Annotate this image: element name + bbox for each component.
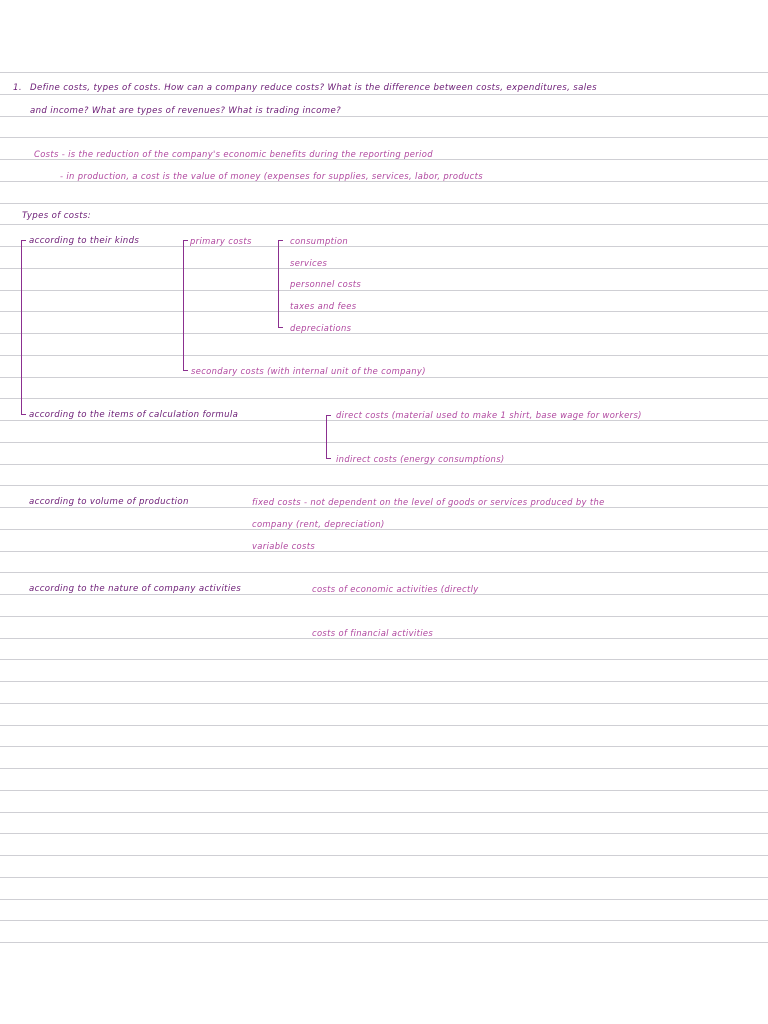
kinds-bracket-top-tick xyxy=(183,240,188,241)
primary-item: depreciations xyxy=(290,323,352,333)
indirect-costs: indirect costs (energy consumptions) xyxy=(336,454,505,464)
ruled-line xyxy=(0,616,768,617)
question-line-1: Define costs, types of costs. How can a company reduce costs? What is the difference between costs, expenditures, sales xyxy=(30,83,597,93)
ruled-line xyxy=(0,203,768,204)
ruled-line xyxy=(0,812,768,813)
formula-bracket-top-tick xyxy=(326,415,331,416)
main-bracket-top-tick xyxy=(21,240,26,241)
ruled-line xyxy=(0,659,768,660)
ruled-line xyxy=(0,920,768,921)
direct-costs: direct costs (material used to make 1 shirt, base wage for workers) xyxy=(336,410,642,420)
primary-items-bracket xyxy=(278,240,279,328)
fixed-costs-line-1: fixed costs - not dependent on the level of goods or services produced by the xyxy=(252,497,605,507)
primary-item: taxes and fees xyxy=(290,301,357,311)
financial-activities-costs: costs of financial activities xyxy=(312,628,434,638)
primary-items-bottom-tick xyxy=(278,327,283,328)
economic-activities-costs: costs of economic activities (directly xyxy=(312,584,479,594)
ruled-line xyxy=(0,703,768,704)
definition-line-2: - in production, a cost is the value of money (expenses for supplies, services, labor, products xyxy=(60,171,483,181)
formula-bracket-bottom-tick xyxy=(326,458,331,459)
ruled-line xyxy=(0,290,768,291)
ruled-line xyxy=(0,572,768,573)
ruled-line xyxy=(0,137,768,138)
ruled-line xyxy=(0,725,768,726)
ruled-line xyxy=(0,355,768,356)
ruled-line xyxy=(0,72,768,73)
main-bracket-bottom-tick xyxy=(21,414,26,415)
kinds-label: according to their kinds xyxy=(29,236,140,246)
variable-costs: variable costs xyxy=(252,541,316,551)
primary-costs-label: primary costs xyxy=(190,236,252,246)
primary-items-top-tick xyxy=(278,240,283,241)
ruled-line xyxy=(0,398,768,399)
primary-item: consumption xyxy=(290,236,349,246)
kinds-bracket xyxy=(183,240,184,371)
ruled-line xyxy=(0,768,768,769)
ruled-line xyxy=(0,377,768,378)
ruled-line xyxy=(0,899,768,900)
question-line-2: and income? What are types of revenues? What is trading income? xyxy=(30,106,342,116)
ruled-line xyxy=(0,333,768,334)
question-number: 1. xyxy=(13,83,22,93)
ruled-line xyxy=(0,681,768,682)
types-heading: Types of costs: xyxy=(22,211,92,221)
formula-label: according to the items of calculation formula xyxy=(29,410,239,420)
ruled-line xyxy=(0,485,768,486)
main-bracket xyxy=(21,240,22,415)
ruled-line xyxy=(0,442,768,443)
volume-label: according to volume of production xyxy=(29,497,189,507)
definition-line-1: Costs - is the reduction of the company's economic benefits during the reporting period xyxy=(34,149,433,159)
primary-item: personnel costs xyxy=(290,279,362,289)
ruled-line xyxy=(0,790,768,791)
kinds-bracket-bottom-tick xyxy=(183,370,188,371)
activities-label: according to the nature of company activities xyxy=(29,584,242,594)
primary-item: services xyxy=(290,258,328,268)
ruled-line xyxy=(0,877,768,878)
ruled-line xyxy=(0,855,768,856)
ruled-line xyxy=(0,311,768,312)
ruled-line xyxy=(0,746,768,747)
ruled-line xyxy=(0,942,768,943)
ruled-line xyxy=(0,94,768,95)
secondary-costs-label: secondary costs (with internal unit of the company) xyxy=(191,366,426,376)
formula-bracket xyxy=(326,415,327,459)
ruled-line xyxy=(0,224,768,225)
ruled-line xyxy=(0,268,768,269)
ruled-line xyxy=(0,833,768,834)
ruled-line xyxy=(0,551,768,552)
fixed-costs-line-2: company (rent, depreciation) xyxy=(252,519,385,529)
